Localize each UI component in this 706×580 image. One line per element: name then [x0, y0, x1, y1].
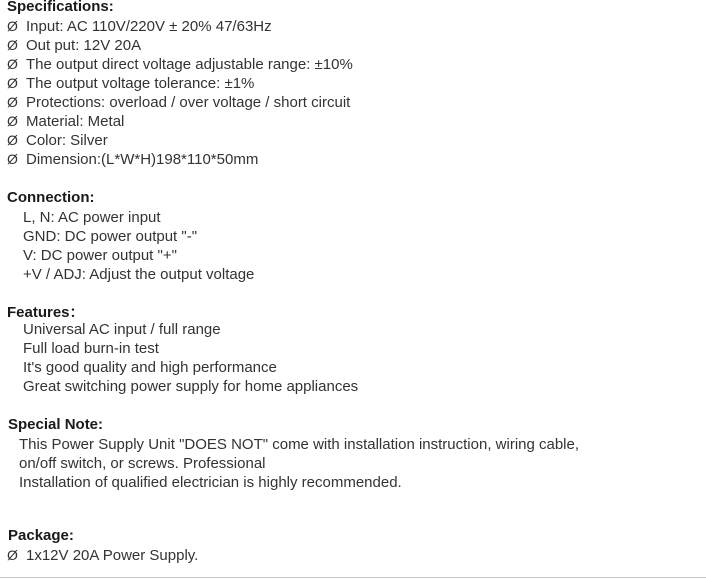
spec-item-adjustable-range — [7, 56, 353, 73]
feature-item: Universal AC input / full range — [23, 321, 221, 338]
special-note-line: This Power Supply Unit "DOES NOT" come with installation instruction, wiring cable, — [19, 436, 580, 453]
spec-item-output — [7, 37, 141, 54]
special-note-heading: Special Note: — [8, 416, 104, 433]
connection-item: GND: DC power output "-" — [23, 228, 198, 245]
spec-item-text: Protections: overload / over voltage / short circuit — [26, 94, 351, 111]
connection-item: V: DC power output "+" — [23, 247, 177, 264]
spec-item-material — [7, 113, 124, 130]
bullet-icon: Ø — [7, 132, 18, 148]
connection-item: L, N: AC power input — [23, 209, 161, 226]
spec-item-color — [7, 132, 108, 149]
package-item — [7, 547, 198, 564]
bullet-icon: Ø — [7, 113, 18, 129]
special-note-line: Installation of qualified electrician is highly recommended. — [19, 474, 402, 491]
spec-item-input — [7, 18, 272, 35]
feature-item: Full load burn-in test — [23, 340, 159, 357]
bullet-icon: Ø — [7, 18, 18, 34]
special-note-line: on/off switch, or screws. Professional — [19, 455, 266, 472]
bullet-icon: Ø — [7, 547, 18, 563]
specifications-heading: Specifications: — [7, 0, 114, 15]
spec-item-text: Out put: 12V 20A — [26, 37, 142, 54]
bullet-icon: Ø — [7, 151, 18, 167]
features-heading: Features： — [7, 304, 85, 321]
spec-item-text: Color: Silver — [26, 132, 108, 149]
package-heading: Package: — [8, 527, 74, 544]
spec-item-tolerance — [7, 75, 254, 92]
spec-item-text: The output voltage tolerance: ±1% — [26, 75, 255, 92]
spec-item-protections — [7, 94, 350, 111]
feature-item: It's good quality and high performance — [23, 359, 277, 376]
bullet-icon: Ø — [7, 94, 18, 110]
connection-heading: Connection: — [7, 189, 95, 206]
bullet-icon: Ø — [7, 37, 18, 53]
spec-item-text: The output direct voltage adjustable range: ±10% — [26, 56, 353, 73]
feature-item: Great switching power supply for home appliances — [23, 378, 359, 395]
package-item-text: 1x12V 20A Power Supply. — [26, 547, 199, 564]
spec-item-dimension — [7, 151, 258, 168]
spec-item-text: Material: Metal — [26, 113, 125, 130]
spec-item-text: Dimension:(L*W*H)198*110*50mm — [26, 151, 259, 168]
connection-item: +V / ADJ: Adjust the output voltage — [23, 266, 255, 283]
bullet-icon: Ø — [7, 56, 18, 72]
spec-item-text: Input: AC 110V/220V ± 20% 47/63Hz — [26, 18, 272, 35]
bullet-icon: Ø — [7, 75, 18, 91]
bottom-divider — [0, 577, 706, 578]
